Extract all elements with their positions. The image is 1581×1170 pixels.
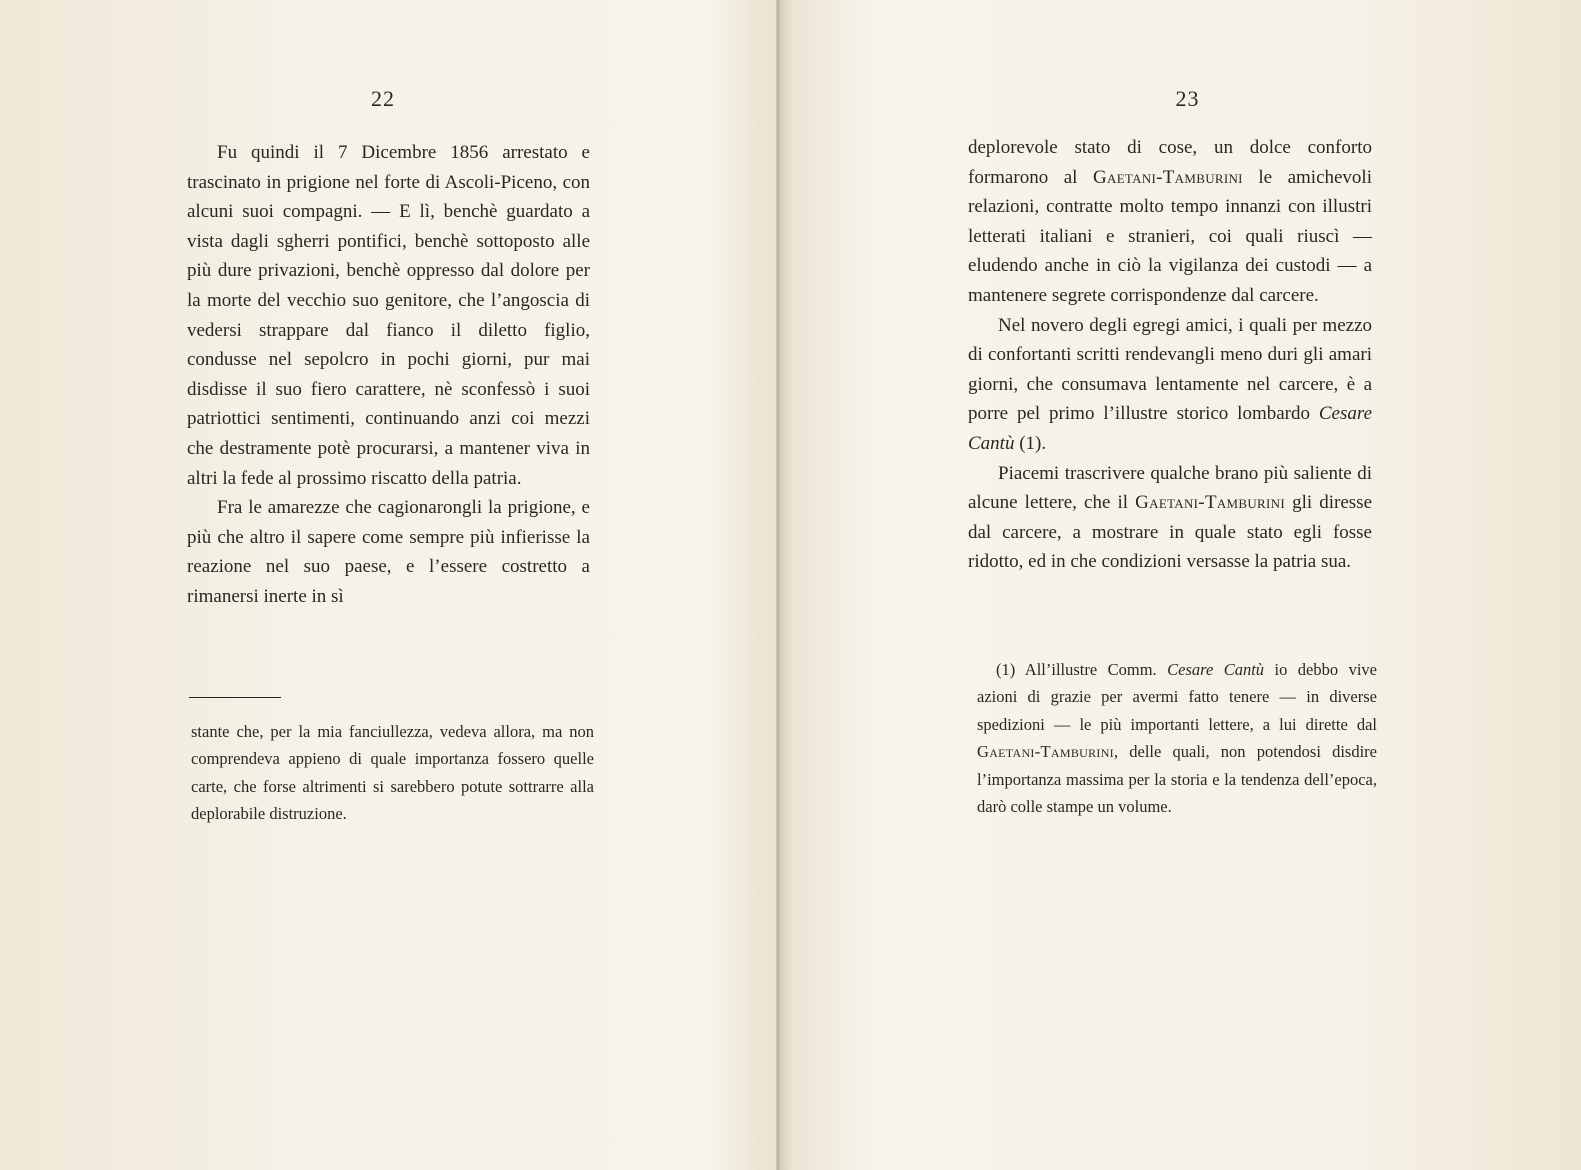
left-footnote-text: stante che, per la mia fanciullezza, vedeva allora, ma non comprendeva appieno di quale importanza fossero quelle carte, che forse altrimenti si sarebbero potute sottrarre alla deplorabile distruzione. <box>191 722 594 824</box>
page-number-right: 23 <box>1175 86 1200 111</box>
fn-cited-name: Cesare Cantù <box>1167 660 1265 679</box>
right-p1-text-b: le amichevoli relazioni, contratte molto tempo innanzi con illustri letterati italiani e stranieri, coi quali riuscì — eludendo anche in ciò la vigilanza dei custodi — a mantenere segrete corrispondenze dal carcere. <box>968 166 1372 306</box>
right-body-text <box>968 133 1372 577</box>
left-paragraph-1: Fu quindi il 7 Dicembre 1856 arrestato e trascinato in prigione nel forte di Ascoli-Piceno, con alcuni suoi compagni. — E lì, benchè guardato a vista dagli sgherri pontifici, benchè sottoposto alle più dure privazioni, benchè oppresso dal dolore per la morte del vecchio suo genitore, che l’angoscia di vedersi strappare dal fianco il diletto figlio, condusse nel sepolcro in pochi giorni, pur mai disdisse il suo fiero carattere, nè sconfessò i suoi patriottici sentimenti, continuando anzi coi mezzi che destramente potè procurarsi, a mantener viva in altri la fede al prossimo riscatto della patria. <box>187 142 590 489</box>
fn-text-a: (1) All’illustre Comm. <box>996 660 1168 679</box>
right-footnote <box>977 656 1377 820</box>
left-body-text <box>187 138 590 612</box>
author-name: Gaetani-Tamburini <box>1135 492 1285 514</box>
fn-author-name: Gaetani-Tamburini <box>977 742 1114 762</box>
author-name: Gaetani-Tamburini <box>1092 166 1243 188</box>
left-footnote <box>191 718 594 828</box>
cited-name: Cesare Cantù <box>968 403 1372 454</box>
left-paragraph-2: Fra le amarezze che cagionarongli la prigione, e più che altro il sapere come sempre più infierisse la reazione nel suo paese, e l’essere costretto a rimanersi inerte in sì <box>187 497 590 607</box>
right-paragraph-3 <box>968 459 1372 577</box>
fn-text-b: io debbo vive azioni di grazie per avermi fatto tenere — in diverse spedizioni — le più importanti lettere, a lui dirette dal <box>977 660 1377 734</box>
right-page <box>780 0 1581 1170</box>
right-paragraph-2 <box>968 311 1372 459</box>
right-paragraph-1 <box>968 133 1372 311</box>
right-footnote-text <box>977 656 1377 820</box>
footnote-rule <box>189 697 281 698</box>
right-p1-text-a: deplorevole stato di cose, un dolce conforto formarono al <box>968 137 1372 188</box>
fn-text-c: , delle quali, non potendosi disdire l’importanza massima per la storia e la tendenza dell’epoca, darò colle stampe un volume. <box>977 742 1377 817</box>
right-p3-text-b: gli diresse dal carcere, a mostrare in quale stato egli fosse ridotto, ed in che condizioni versasse la patria sua. <box>968 492 1373 573</box>
right-p2-text-a: Nel novero degli egregi amici, i quali per mezzo di confortanti scritti rendevangli meno duri gli amari giorni, che consumava lentamente nel carcere, è a porre pel primo l’illustre storico lombardo <box>968 314 1372 425</box>
right-p2-text-b: (1). <box>1014 432 1047 454</box>
page-number-left: 22 <box>371 86 395 111</box>
left-page <box>0 0 776 1170</box>
right-p3-text-a: Piacemi trascrivere qualche brano più saliente di alcune lettere, che il <box>968 462 1372 514</box>
